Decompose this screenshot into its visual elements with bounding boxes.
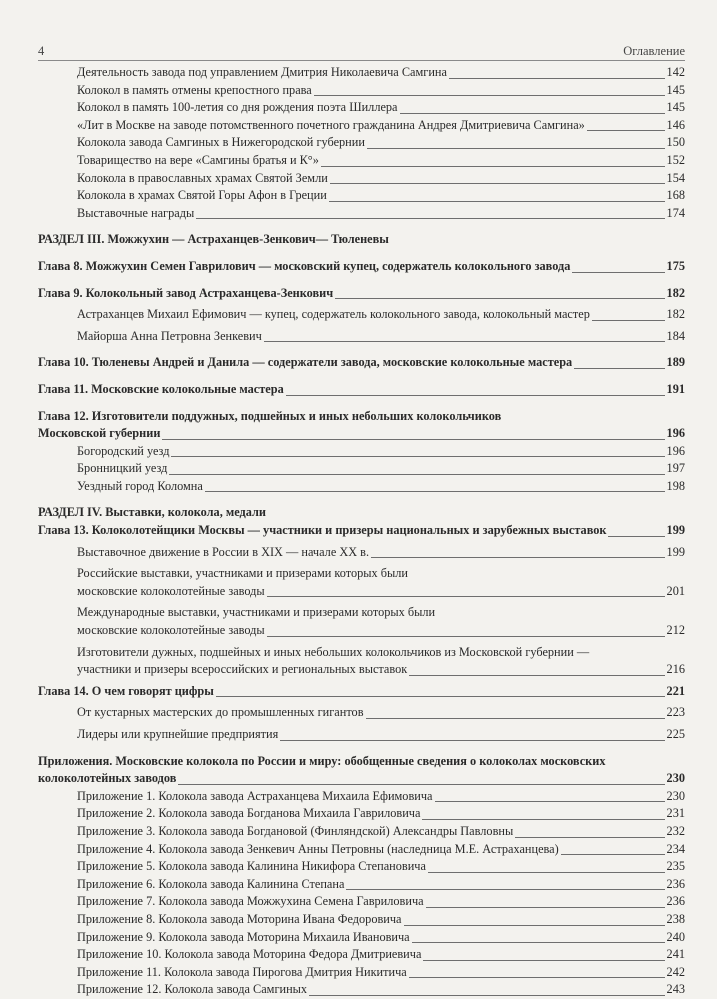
toc-page-number: 223	[666, 705, 685, 720]
leader-line	[264, 341, 665, 342]
toc-page-number: 184	[666, 328, 685, 343]
toc-page-number: 146	[666, 117, 685, 132]
running-title: Оглавление	[623, 44, 685, 58]
toc-subentry	[38, 929, 685, 947]
toc-entry-title: Колокол в память отмены крепостного права	[77, 82, 312, 97]
toc-entry-title: Уездный город Коломна	[77, 478, 203, 493]
toc-page-number: 191	[666, 381, 685, 396]
toc-subentry	[38, 858, 685, 876]
toc-entry-title: Колокола в православных храмах Святой Земли	[77, 170, 328, 185]
toc-subentry	[38, 981, 685, 999]
toc-entry-title: Астраханцев Михаил Ефимович — купец, содержатель колокольного завода, колокольный мастер	[77, 307, 590, 322]
toc-subentry	[38, 805, 685, 823]
leader-line	[169, 474, 664, 475]
toc-subentry	[38, 704, 685, 722]
toc-entry-title: Майорша Анна Петровна Зенкевич	[77, 328, 262, 343]
toc-subentry	[38, 134, 685, 152]
toc-chapter-entry	[38, 683, 685, 701]
leader-line	[330, 183, 665, 184]
toc-entry-title: Приложение 7. Колокола завода Можжухина Семена Гавриловича	[77, 894, 424, 909]
leader-line	[409, 977, 665, 978]
leader-line	[572, 272, 664, 273]
toc-entry-title: Глава 9. Колокольный завод Астраханцева-Зенкович	[38, 285, 334, 300]
toc-entry-title: Изготовители дужных, подшейных и иных небольших колокольчиков из Московской губернии — участники и призеры всероссийских и региональных выставок	[77, 644, 590, 677]
toc-subentry	[38, 478, 685, 496]
toc-entry-title: Лидеры или крупнейшие предприятия	[77, 727, 279, 741]
toc-subentry	[38, 565, 685, 600]
toc-entry-title: Выставочное движение в России в XIX — начале XX в.	[77, 544, 370, 559]
toc-subentry	[38, 841, 685, 859]
toc-chapter-entry	[38, 354, 685, 372]
toc-subentry	[38, 99, 685, 117]
toc-page-number: 182	[666, 307, 685, 322]
toc-entry-title: Приложение 9. Колокола завода Моторина Михаила Ивановича	[77, 929, 410, 944]
toc-page-number: 238	[666, 911, 685, 926]
toc-subentry	[38, 911, 685, 929]
leader-line	[587, 130, 665, 131]
toc-page-number: 145	[666, 100, 685, 115]
toc-page-number: 152	[666, 152, 685, 167]
toc-subentry	[38, 117, 685, 135]
toc-entry-title: Приложение 11. Колокола завода Пирогова Дмитрия Никитича	[77, 964, 407, 979]
toc-page-number: 240	[666, 929, 685, 944]
toc-entry-title: Колокол в память 100-летия со дня рождения поэта Шиллера	[77, 100, 398, 115]
leader-line	[216, 696, 665, 697]
toc-subentry	[38, 152, 685, 170]
toc-page-number: 225	[666, 727, 685, 741]
toc-chapter-entry	[38, 285, 685, 303]
leader-line	[171, 456, 664, 457]
toc-entry-title: Колокола завода Самгиных в Нижегородской губернии	[77, 135, 365, 150]
toc-page-number: 198	[666, 478, 685, 493]
leader-line	[422, 819, 664, 820]
toc-entry-title: Глава 14. О чем говорят цифры	[38, 683, 214, 698]
toc-page-number: 150	[666, 135, 685, 150]
toc-page-number: 182	[666, 285, 685, 300]
toc-entry-title: Приложение 1. Колокола завода Астраханцева Михаила Ефимовича	[77, 788, 433, 803]
toc-page-number: 199	[666, 523, 685, 538]
leader-line	[286, 395, 665, 396]
toc-entry-title: Колокола в храмах Святой Горы Афон в Греции	[77, 188, 327, 203]
leader-line	[400, 113, 665, 114]
leader-line	[280, 740, 664, 741]
toc-page-number: 230	[666, 788, 685, 803]
toc-subentry	[38, 205, 685, 223]
toc-entry-title: Деятельность завода под управлением Дмитрия Николаевича Самгина	[77, 65, 447, 79]
leader-line	[574, 368, 664, 369]
toc-subentry	[38, 823, 685, 841]
toc-page-number: 196	[666, 426, 685, 441]
toc-subentry	[38, 964, 685, 982]
toc-subentry	[38, 82, 685, 100]
toc-entry-title: Бронницкий уезд	[77, 461, 168, 476]
toc-page-number: 241	[666, 947, 685, 962]
leader-line	[366, 718, 665, 719]
toc-page-number: 154	[666, 170, 685, 185]
toc-page-number: 175	[666, 258, 685, 273]
toc-page-number: 142	[666, 65, 685, 79]
toc-page-number: 212	[666, 623, 685, 638]
leader-line	[335, 298, 664, 299]
toc-subentry	[38, 644, 685, 679]
toc-page-number: 196	[666, 443, 685, 458]
toc-page-number: 168	[666, 188, 685, 203]
leader-line	[426, 907, 665, 908]
toc-entry-title: Приложение 4. Колокола завода Зенкевич Анны Петровны (наследница М.Е. Астраханцева)	[77, 841, 559, 856]
toc-subentry	[38, 946, 685, 964]
leader-line	[196, 218, 664, 219]
toc-page-number: 189	[666, 355, 685, 370]
toc-entry-title: Приложение 12. Колокола завода Самгиных	[77, 982, 308, 997]
toc-entry-title: Международные выставки, участниками и призерами которых были московские колоколотейные заводы	[77, 605, 436, 638]
leader-line	[329, 201, 665, 202]
leader-line	[205, 491, 665, 492]
toc-subentry	[38, 726, 685, 744]
table-of-contents	[38, 64, 685, 999]
toc-entry-title: Богородский уезд	[77, 443, 170, 458]
toc-page-number: 199	[666, 544, 685, 559]
toc-entry-title: РАЗДЕЛ IV. Выставки, колокола, медали	[38, 505, 266, 520]
toc-page-number: 231	[666, 806, 685, 821]
toc-subentry	[38, 328, 685, 346]
toc-page-number: 232	[666, 823, 685, 838]
leader-line	[449, 78, 665, 79]
toc-chapter-entry	[38, 408, 685, 443]
toc-page-number: 201	[666, 583, 685, 598]
leader-line	[515, 837, 664, 838]
toc-subentry	[38, 170, 685, 188]
toc-subentry	[38, 187, 685, 205]
leader-line	[314, 95, 665, 96]
toc-entry-title: От кустарных мастерских до промышленных гигантов	[77, 705, 364, 720]
leader-line	[309, 995, 664, 996]
toc-entry-title: Приложение 6. Колокола завода Калинина Степана	[77, 876, 345, 891]
toc-entry-title: Российские выставки, участниками и призерами которых были московские колоколотейные заводы	[77, 566, 408, 598]
toc-entry-title: Приложение 10. Колокола завода Моторина Федора Дмитриевича	[77, 947, 422, 962]
toc-subentry	[38, 460, 685, 478]
toc-page-number: 236	[666, 876, 685, 891]
toc-entry-title: Приложение 8. Колокола завода Моторина Ивана Федоровича	[77, 911, 402, 926]
toc-entry-title: Глава 10. Тюленевы Андрей и Данила — содержатели завода, московские колокольные мастера	[38, 355, 573, 370]
leader-line	[409, 675, 664, 676]
toc-subentry	[38, 306, 685, 324]
page-header	[38, 38, 685, 61]
toc-section-heading	[38, 504, 685, 522]
leader-line	[178, 784, 664, 785]
toc-page-number: 235	[666, 859, 685, 874]
toc-page-number: 230	[666, 771, 685, 786]
leader-line	[371, 557, 664, 558]
toc-entry-title: Приложение 3. Колокола завода Богдановой (Финляндской) Александры Павловны	[77, 823, 514, 838]
toc-page-number: 221	[666, 683, 685, 698]
toc-entry-title: Приложения. Московские колокола по России и миру: обобщенные сведения о колоколах московских колоколотейных заводов	[38, 753, 606, 786]
toc-page-number: 236	[666, 894, 685, 909]
toc-page-number: 234	[666, 841, 685, 856]
toc-section-heading	[38, 231, 685, 249]
leader-line	[428, 872, 665, 873]
toc-entry-title: Приложение 5. Колокола завода Калинина Никифора Степановича	[77, 859, 426, 874]
toc-subentry	[38, 893, 685, 911]
toc-entry-title: Глава 8. Можжухин Семен Гаврилович — московский купец, содержатель колокольного завода	[38, 258, 571, 273]
page-number: 4	[38, 44, 45, 58]
toc-page-number: 174	[666, 205, 685, 220]
toc-page-number: 145	[666, 82, 685, 97]
toc-subentry	[38, 604, 685, 639]
toc-page-number: 243	[666, 982, 685, 997]
leader-line	[267, 636, 665, 637]
toc-subentry	[38, 788, 685, 806]
leader-line	[412, 942, 665, 943]
leader-line	[435, 801, 665, 802]
leader-line	[346, 889, 664, 890]
toc-entry-title: Глава 12. Изготовители поддужных, подшейных и иных небольших колокольчиков Московской губернии	[38, 408, 502, 441]
toc-chapter-entry	[38, 753, 685, 788]
toc-subentry	[38, 443, 685, 461]
leader-line	[423, 960, 664, 961]
toc-page-number: 242	[666, 964, 685, 979]
toc-entry-title: Глава 11. Московские колокольные мастера	[38, 381, 284, 396]
toc-page-number: 197	[666, 461, 685, 476]
leader-line	[404, 925, 665, 926]
toc-entry-title: Глава 13. Колоколотейщики Москвы — участники и призеры национальных и зарубежных выставок	[38, 523, 607, 538]
toc-entry-title: Выставочные награды	[77, 205, 195, 220]
toc-subentry	[38, 876, 685, 894]
toc-entry-title: Приложение 2. Колокола завода Богданова Михаила Гавриловича	[77, 806, 421, 821]
leader-line	[321, 166, 665, 167]
leader-line	[592, 320, 665, 321]
toc-entry-title: Товарищество на вере «Самгины братья и К°»	[77, 152, 319, 167]
toc-subentry	[38, 64, 685, 82]
toc-chapter-entry	[38, 522, 685, 540]
toc-chapter-entry	[38, 381, 685, 399]
leader-line	[608, 536, 664, 537]
toc-entry-title: РАЗДЕЛ III. Можжухин — Астраханцев-Зенкович— Тюленевы	[38, 232, 389, 247]
toc-page-number: 216	[666, 662, 685, 677]
toc-chapter-entry	[38, 258, 685, 276]
leader-line	[367, 148, 665, 149]
toc-subentry	[38, 544, 685, 562]
toc-entry-title: «Лит в Москве на заводе потомственного почетного гражданина Андрея Дмитриевича Самгина»	[77, 117, 585, 132]
leader-line	[267, 596, 665, 597]
leader-line	[561, 854, 665, 855]
leader-line	[162, 439, 664, 440]
